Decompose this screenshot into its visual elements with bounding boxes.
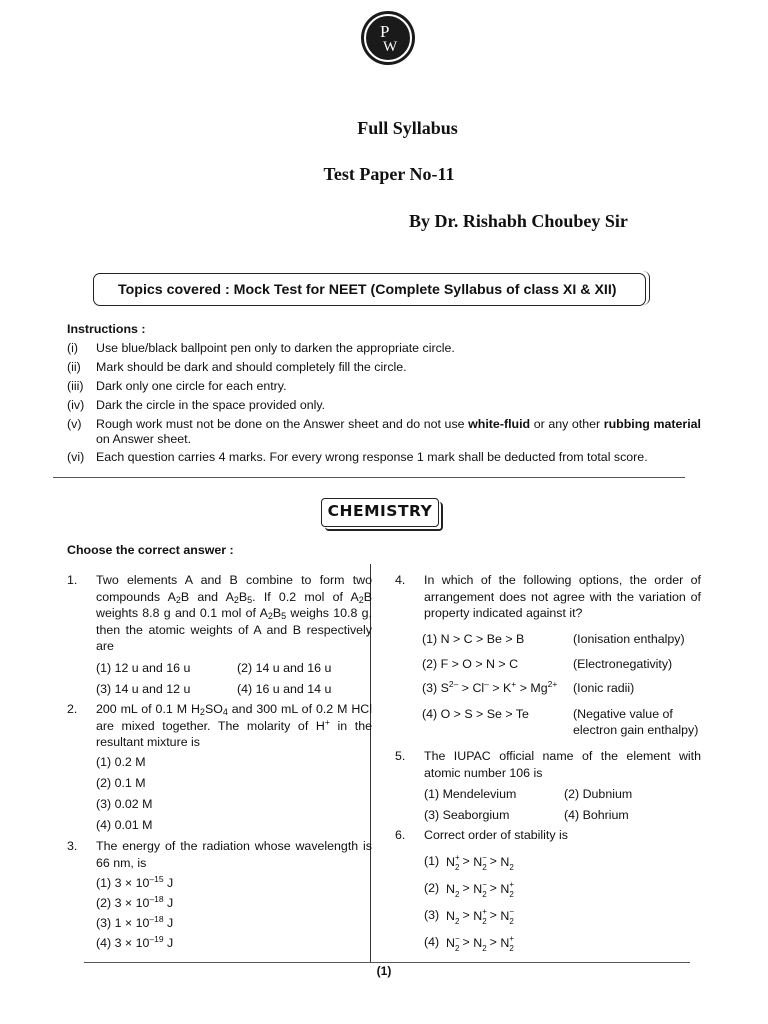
- option-4-property-line1: (Negative value of: [573, 707, 673, 721]
- option-3[interactable]: (3) $1 \times 10^{-18}$ J: [96, 914, 174, 930]
- option-3[interactable]: (3) 0.02 M: [96, 797, 153, 811]
- footer-line: [84, 962, 690, 963]
- topics-box-edge: [641, 271, 650, 305]
- question-text: The energy of the radiation whose wavelength is 66 nm, is: [96, 839, 372, 870]
- divider-line: [53, 477, 685, 478]
- instruction-item: (iv) Dark the circle in the space provided only.: [67, 398, 326, 412]
- question-6: 6. Correct order of stability is (1) N + 2 > N − 2 > N 2 (2) N 2 > N − 2 > N + 2 (3) N 2 > N + 2 > N − 2 (4) N − 2 > N 2 > N + 2: [395, 827, 701, 957]
- instructions-heading: Instructions :: [67, 322, 146, 336]
- test-paper-number: Test Paper No-11: [323, 164, 455, 184]
- option-4-property-line2: electron gain enthalpy): [573, 723, 699, 737]
- option-3[interactable]: (3) N 2 > N + 2 > N − 2: [424, 906, 515, 926]
- option-3[interactable]: (3) Seaborgium: [424, 808, 510, 822]
- option-2[interactable]: (2) F > O > N > C: [422, 657, 519, 671]
- option-4[interactable]: (4) 16 u and 14 u: [237, 682, 332, 696]
- option-1[interactable]: (1) $3 \times 10^{-15}$ J: [96, 874, 174, 890]
- option-4[interactable]: (4) O > S > Se > Te: [422, 707, 529, 721]
- choose-answer-heading: Choose the correct answer :: [67, 543, 234, 557]
- option-2[interactable]: (2) 14 u and 16 u: [237, 661, 332, 675]
- option-4[interactable]: (4) N − 2 > N 2 > N + 2: [424, 933, 515, 953]
- option-4[interactable]: (4) 0.01 M: [96, 818, 153, 832]
- topics-box: [93, 273, 646, 306]
- option-3[interactable]: (3) $S^{2-} > Cl^- > K^+ > Mg^{2+}$: [422, 679, 558, 695]
- option-1[interactable]: (1) 0.2 M: [96, 755, 146, 769]
- question-2: 2. 200 mL of 0.1 M $H_2SO_4$ and 300 mL of 0.2 M HCl are mixed together. The molarity of H+ in the resultant mixture is (1) 0.2 M (2) 0.1 M (3) 0.02 M (4) 0.01 M: [67, 702, 373, 832]
- option-4[interactable]: (4) Bohrium: [564, 808, 629, 822]
- option-3[interactable]: (3) 14 u and 12 u: [96, 682, 191, 696]
- pw-logo: [361, 11, 415, 65]
- option-2[interactable]: (2) $3 \times 10^{-18}$ J: [96, 894, 174, 910]
- question-4: 4. In which of the following options, the order of arrangement does not agree with the variation of property indicated against it? (1) N > C > Be > B (Ionisation enthalpy) (2) F > O > N > C (Electronegativity) (3) $S^{2-} > Cl^- > K^+ > Mg^{2+}$ (Ionic radii) (4) O > S > Se > Te (Negative value of electron gain enthalpy): [395, 573, 701, 737]
- author-line: By Dr. Rishabh Choubey Sir: [409, 211, 628, 231]
- option-3-property: (Ionic radii): [573, 681, 635, 695]
- instruction-item: (v) Rough work must not be done on the Answer sheet and do not use white-fluid or any other rubbing material on Answer sheet.: [67, 417, 702, 446]
- instruction-item: (ii) Mark should be dark and should completely fill the circle.: [67, 360, 407, 374]
- option-1[interactable]: (1) 12 u and 16 u: [96, 661, 191, 675]
- question-text: The IUPAC official name of the element with atomic number 106 is: [424, 749, 701, 780]
- topics-text: Topics covered : Mock Test for NEET (Complete Syllabus of class XI & XII): [118, 282, 617, 298]
- option-1[interactable]: (1) N + 2 > N − 2 > N 2: [424, 852, 514, 872]
- option-2[interactable]: (2) 0.1 M: [96, 776, 146, 790]
- logo-letter-w: W: [383, 39, 398, 55]
- section-badge: [318, 495, 442, 531]
- option-1[interactable]: (1) N > C > Be > B: [422, 632, 525, 646]
- question-text: Correct order of stability is: [424, 828, 568, 842]
- option-2-property: (Electronegativity): [573, 657, 673, 671]
- page-title: Full Syllabus: [357, 118, 458, 138]
- question-3: 3. The energy of the radiation whose wavelength is 66 nm, is (1) $3 \times 10^{-15}$ J (2) $3 \times 10^{-18}$ J (3) $1 \times 10^{-18}$ J (4) $3 \times 10^{-19}$ J: [67, 839, 372, 950]
- option-4[interactable]: (4) $3 \times 10^{-19}$ J: [96, 934, 174, 950]
- option-2[interactable]: (2) N 2 > N − 2 > N + 2: [424, 879, 515, 899]
- instruction-item: (iii) Dark only one circle for each entry.: [67, 379, 287, 393]
- question-5: 5. The IUPAC official name of the element with atomic number 106 is (1) Mendelevium (2) Dubnium (3) Seaborgium (4) Bohrium: [395, 749, 701, 822]
- instruction-item: (i) Use blue/black ballpoint pen only to darken the appropriate circle.: [67, 341, 455, 355]
- question-1: 1. Two elements A and B combine to form two compounds $A_2B$ and $A_2B_5$. If 0.2 mol of $A_2B$ weights 8.8 g and 0.1 mol of $A_2B_5$ weighs 10.8 g, then the atomic weights of A and B respectively are (1) 12 u and 16 u (2) 14 u and 16 u (3) 14 u and 12 u (4) 16 u and 14 u: [67, 573, 372, 696]
- instruction-item: (vi) Each question carries 4 marks. For every wrong response 1 mark shall be deducted from total score.: [67, 450, 648, 464]
- question-text: 200 mL of 0.1 M $H_2SO_4$ and 300 mL of 0.2 M HCl are mixed together. The molarity of H+ in the resultant mixture is: [96, 702, 373, 749]
- option-2[interactable]: (2) Dubnium: [564, 787, 633, 801]
- question-text: In which of the following options, the order of arrangement does not agree with the variation of property indicated against it?: [424, 573, 701, 620]
- page-number: (1): [376, 964, 392, 978]
- option-1-property: (Ionisation enthalpy): [573, 632, 685, 646]
- section-title: CHEMISTRY: [327, 502, 433, 520]
- option-1[interactable]: (1) Mendelevium: [424, 787, 517, 801]
- question-text: Two elements A and B combine to form two compounds $A_2B$ and $A_2B_5$. If 0.2 mol of $A_2B$ weights 8.8 g and 0.1 mol of $A_2B_5$ weighs 10.8 g, then the atomic weights of A and B respectively are: [96, 573, 372, 653]
- logo-letter-p: P: [380, 22, 390, 41]
